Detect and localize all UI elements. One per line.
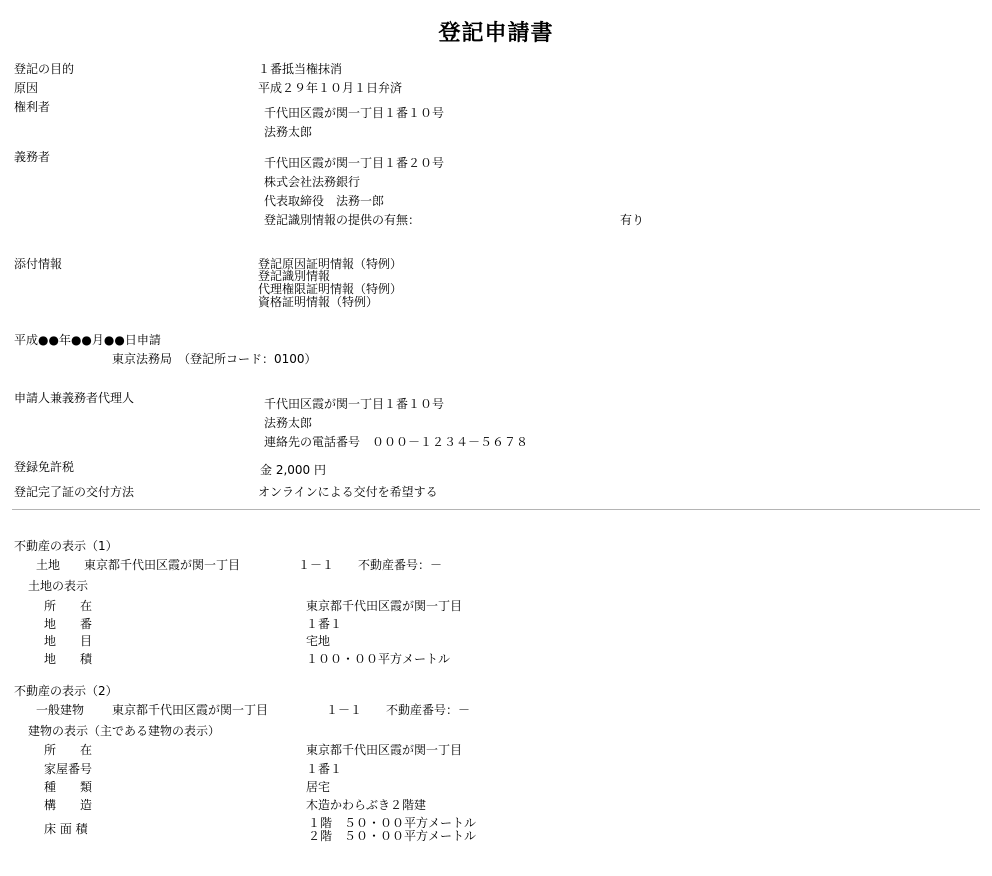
property2-row-label: 家屋番号	[44, 762, 93, 776]
property2-heading: 不動産の表示（2）	[14, 684, 118, 698]
property2-section: 建物の表示（主である建物の表示）	[28, 724, 221, 738]
property1-type: 土地	[36, 558, 61, 572]
property2-row-value: 東京都千代田区霞が関一丁目	[306, 743, 463, 757]
id-info-label: 登記識別情報の提供の有無：	[264, 213, 421, 227]
cause-label: 原因	[14, 81, 39, 95]
cause-value: 平成２９年１０月１日弁済	[258, 81, 403, 95]
property2-type: 一般建物	[36, 703, 85, 717]
property2-row-label: 構 造	[44, 798, 93, 812]
obligor-company: 株式会社法務銀行	[264, 175, 361, 189]
agent-address: 千代田区霞が関一丁目１番１０号	[264, 397, 445, 411]
property2-number: 不動産番号：－	[386, 703, 471, 717]
property1-row-label: 地 番	[44, 617, 93, 631]
tax-label: 登録免許税	[14, 460, 75, 474]
property1-row-label: 地 目	[44, 634, 93, 648]
floor-area-1: １階 ５０・００平方メートル	[308, 816, 477, 830]
section-divider	[12, 509, 980, 510]
application-date: 平成●●年●●月●●日申請	[14, 333, 161, 347]
property2-row-value: 居宅	[306, 780, 331, 794]
property2-row-label: 所 在	[44, 743, 93, 757]
delivery-value: オンラインによる交付を希望する	[258, 485, 438, 499]
agent-label: 申請人兼義務者代理人	[14, 391, 135, 405]
tax-value: 金 2,000 円	[260, 463, 326, 477]
attachments-label: 添付情報	[14, 257, 63, 271]
purpose-label: 登記の目的	[14, 62, 75, 76]
property2-row-value: １番１	[306, 762, 343, 776]
purpose-value: １番抵当権抹消	[258, 62, 343, 76]
floor-area-label: 床 面 積	[44, 822, 88, 836]
property1-row-value: 宅地	[306, 634, 331, 648]
property1-section: 土地の表示	[28, 579, 89, 593]
agent-phone: 連絡先の電話番号 ０００－１２３４－５６７８	[264, 435, 529, 449]
property1-lot: １－１	[298, 558, 335, 572]
property1-row-value: １番１	[306, 617, 343, 631]
property1-heading: 不動産の表示（1）	[14, 539, 118, 553]
obligor-label: 義務者	[14, 150, 51, 164]
right-holder-address: 千代田区霞が関一丁目１番１０号	[264, 106, 445, 120]
right-holder-name: 法務太郎	[264, 125, 313, 139]
property1-row-label: 地 積	[44, 652, 93, 666]
property1-number: 不動産番号：－	[358, 558, 443, 572]
obligor-representative: 代表取締役 法務一郎	[264, 194, 385, 208]
floor-area-2: ２階 ５０・００平方メートル	[308, 829, 477, 843]
document-title: 登記申請書	[438, 21, 554, 46]
property1-row-label: 所 在	[44, 599, 93, 613]
property1-row-value: 東京都千代田区霞が関一丁目	[306, 599, 463, 613]
property1-row-value: １００・００平方メートル	[306, 652, 451, 666]
property2-row-value: 木造かわらぶき２階建	[306, 798, 427, 812]
agent-name: 法務太郎	[264, 416, 313, 430]
attachment-item: 代理権限証明情報（特例）	[258, 282, 403, 296]
property2-row-label: 種 類	[44, 780, 93, 794]
attachment-item: 登記識別情報	[258, 269, 331, 283]
property2-location: 東京都千代田区霞が関一丁目	[112, 703, 269, 717]
obligor-address: 千代田区霞が関一丁目１番２０号	[264, 156, 445, 170]
property2-lot: １－１	[326, 703, 363, 717]
right-holder-label: 権利者	[14, 100, 51, 114]
attachment-item: 資格証明情報（特例）	[258, 295, 379, 309]
id-info-value: 有り	[620, 213, 645, 227]
delivery-label: 登記完了証の交付方法	[14, 485, 135, 499]
attachment-item: 登記原因証明情報（特例）	[258, 257, 403, 271]
registry-office: 東京法務局 （登記所コード：0100）	[112, 352, 317, 366]
property1-location: 東京都千代田区霞が関一丁目	[84, 558, 241, 572]
